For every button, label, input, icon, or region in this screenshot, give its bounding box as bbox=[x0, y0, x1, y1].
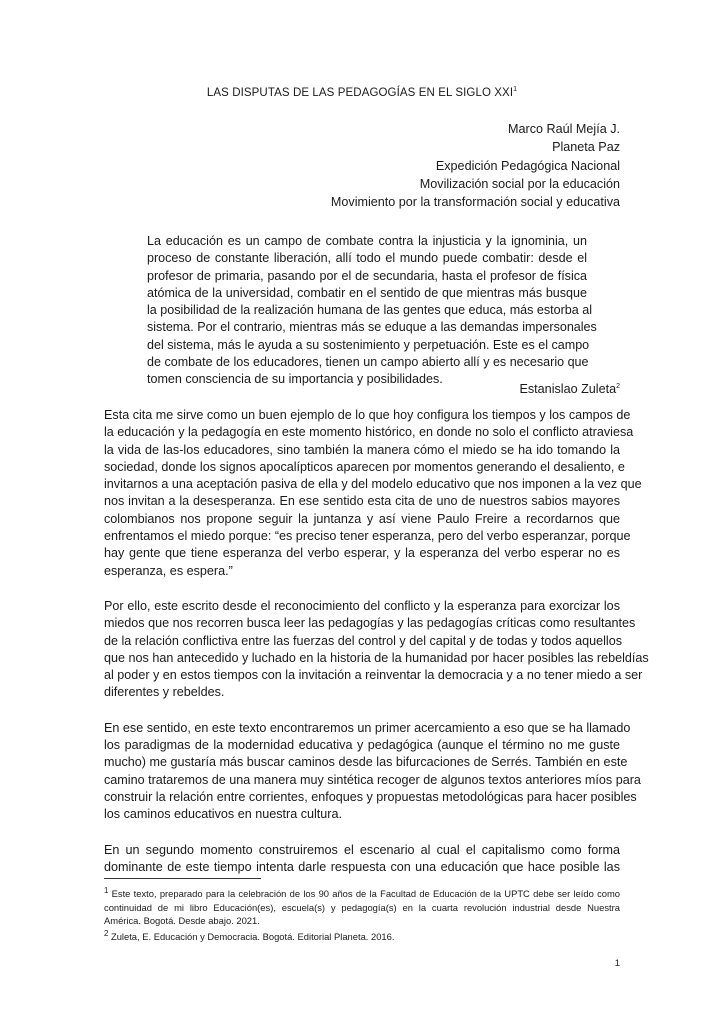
title-text: LAS DISPUTAS DE LAS PEDAGOGÍAS EN EL SIGLO XXI bbox=[206, 86, 514, 99]
paragraph-line: dominante de este tiempo intenta darle respuesta con una educación que hace posible las bbox=[104, 859, 620, 874]
epigraph-line: profesor de primaria, pasando por el de secundaria, hasta el profesor de física bbox=[147, 268, 587, 283]
paragraph-line: hay gente que tiene esperanza del verbo esperar, y la esperanza del verbo esperar no es bbox=[104, 546, 620, 561]
attribution-text: Estanislao Zuleta bbox=[519, 382, 617, 396]
epigraph-quote bbox=[147, 233, 597, 389]
author-block bbox=[331, 120, 620, 211]
paragraph-line: Por ello, este escrito desde el reconocimiento del conflicto y la esperanza para exorcizar los bbox=[104, 598, 620, 613]
footnote-separator bbox=[104, 878, 261, 879]
epigraph-attribution bbox=[519, 382, 620, 396]
paragraph-line: En ese sentido, en este texto encontraremos un primer acercamiento a eso que se ha llamado bbox=[104, 720, 631, 735]
footnote-number: 2 bbox=[104, 929, 109, 939]
paragraph-line: la educación y la pedagogía en este momento histórico, en donde no solo el conflicto atraviesa bbox=[104, 425, 634, 440]
paragraph-line: de la relación conflictiva entre las fuerzas del control y del capital y de todas y todos aquellos bbox=[104, 633, 623, 648]
epigraph-line: del sistema, más le ayuda a su sostenimiento y perpetuación. Este es el campo bbox=[147, 337, 590, 352]
paragraph-line: que nos han antecedido y luchado en la historia de la humanidad por hacer posibles las rebeldías bbox=[104, 650, 649, 665]
epigraph-line: sistema. Por el contrario, mientras más se eduque a las demandas impersonales bbox=[147, 320, 597, 335]
epigraph-line: atómica de la universidad, combatir en el sentido de que mientras más busque bbox=[147, 285, 587, 300]
footnote-text: Este texto, preparado para la celebración de los 90 años de la Facultad de Educación de la UPTC debe ser leído como bbox=[111, 888, 620, 900]
paragraph-line: enfrentamos el miedo porque: “es preciso tener esperanza, pero del verbo esperanzar, porque bbox=[104, 529, 631, 544]
epigraph-line: La educación es un campo de combate contra la injusticia y la ignominia, un bbox=[147, 234, 587, 248]
footnote-line: América. Bogotá. Desde abajo. 2021. bbox=[104, 914, 260, 926]
paragraph bbox=[104, 598, 649, 702]
page-number: 1 bbox=[614, 958, 620, 969]
footnotes bbox=[104, 884, 620, 944]
epigraph-line: de combate de los educadores, tienen un campo abierto allí y es necesario que bbox=[147, 355, 589, 370]
footnote-line bbox=[104, 927, 620, 944]
paragraph-line: los paradigmas de la modernidad educativa y pedagógica (aunque el término no me guste bbox=[104, 738, 620, 753]
paragraph-line: camino trataremos de una manera muy sintética recoger de algunos textos anteriores míos para bbox=[104, 772, 641, 787]
body-text bbox=[104, 407, 649, 894]
author-name: Marco Raúl Mejía J. bbox=[508, 122, 620, 136]
paragraph-line: mucho) me gustaría más buscar caminos desde las bifurcaciones de Serrés. También en este bbox=[104, 755, 628, 770]
author-affiliation: Movilización social por la educación bbox=[419, 176, 620, 191]
paragraph bbox=[104, 720, 641, 824]
title-footnote-ref: 1 bbox=[513, 86, 518, 93]
paragraph-line: miedos que nos recorren busca leer las pedagogías y las pedagogías críticas como resultantes bbox=[104, 616, 636, 631]
paragraph-line: construir la relación entre corrientes, enfoques y propuestas metodológicas para hacer posibles bbox=[104, 789, 637, 804]
paragraph-line: los caminos educativos en nuestra cultura. bbox=[104, 807, 343, 822]
paragraph-line: sociedad, donde los signos apocalípticos aparecen por momentos generando el desaliento, e bbox=[104, 459, 625, 474]
author-affiliation: Expedición Pedagógica Nacional bbox=[435, 158, 620, 173]
paragraph-line: la vida de las-los educadores, sino también la manera cómo el miedo se ha ido tomando la bbox=[104, 442, 620, 457]
paragraph-line: esperanza, es espera.” bbox=[104, 563, 233, 578]
paragraph bbox=[104, 407, 642, 580]
paragraph-line: Esta cita me sirve como un buen ejemplo de lo que hoy configura los tiempos y los campos de bbox=[104, 408, 631, 422]
paragraph-line: colombianos nos propone seguir la juntanza y así viene Paulo Freire a recordarnos que bbox=[104, 511, 620, 526]
paragraph-line: En un segundo momento construiremos el escenario al cual el capitalismo como forma bbox=[104, 842, 620, 857]
paragraph-line: nos invitan a la desesperanza. En ese sentido esta cita de uno de nuestros sabios mayores bbox=[104, 494, 620, 509]
footnote-line: continuidad de mi libro Educación(es), escuela(s) y pedagogía(s) en la cuarta revolución industrial desde Nuestra bbox=[104, 901, 620, 913]
author-affiliation: Movimiento por la transformación social y educativa bbox=[330, 195, 620, 210]
epigraph-line: proceso de constante liberación, allí todo el mundo puede combatir: desde el bbox=[147, 251, 587, 266]
footnote-line bbox=[104, 884, 620, 901]
paragraph-line: al poder y en estos tiempos con la invitación a reinventar la democracia y a no tener miedo a ser bbox=[104, 668, 643, 683]
footnote-number: 1 bbox=[104, 886, 109, 895]
epigraph-line: tomen consciencia de su importancia y posibilidades. bbox=[147, 372, 443, 387]
footnote-text: Zuleta, E. Educación y Democracia. Bogotá. Editorial Planeta. 2016. bbox=[110, 931, 395, 943]
paragraph-line: invitarnos a una aceptación pasiva de ella y del modelo educativo que nos imponen a la vez que bbox=[104, 477, 642, 492]
document-title bbox=[0, 86, 724, 99]
paragraph-line: diferentes y rebeldes. bbox=[104, 685, 225, 700]
author-affiliation: Planeta Paz bbox=[552, 140, 620, 155]
epigraph-line: la posibilidad de la realización humana de las gentes que educa, más estorba al bbox=[147, 303, 593, 318]
attribution-footnote-ref: 2 bbox=[616, 382, 620, 390]
paragraph bbox=[104, 842, 620, 877]
